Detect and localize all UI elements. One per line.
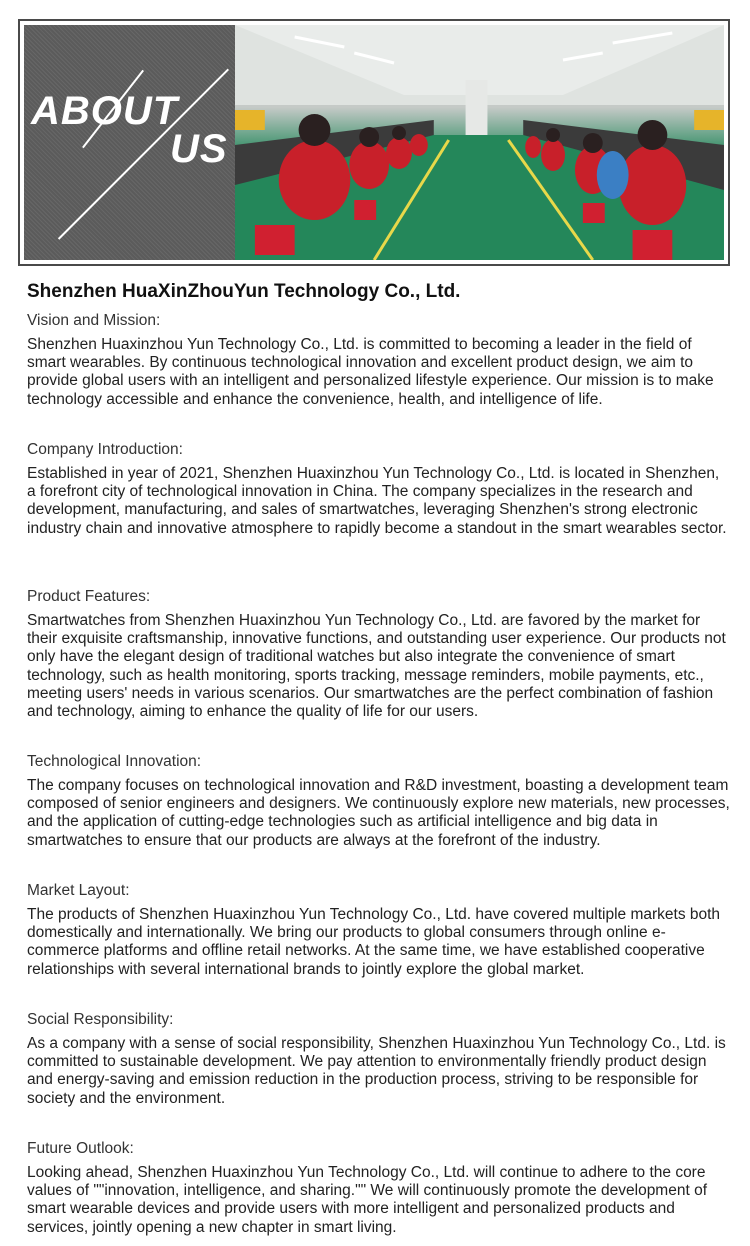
about-title-word: ABOUT: [31, 89, 179, 133]
section-heading: Product Features:: [27, 588, 151, 605]
section-heading: Market Layout:: [27, 882, 130, 899]
company-name-heading: Shenzhen HuaXinZhouYun Technology Co., Ltd.: [27, 281, 461, 302]
section-product-features: [27, 587, 732, 721]
section-body: As a company with a sense of social responsibility, Shenzhen Huaxinzhou Yun Technology Co., Ltd. is committed to sustainable development. We pay attention to environmentally friendly product design and energy-saving and emission reduction in the production process, striving to be responsible for society and the environment.: [27, 1035, 726, 1107]
section-body: The products of Shenzhen Huaxinzhou Yun Technology Co., Ltd. have covered multiple markets both domestically and internationally. We bring our products to global consumers through online e-commerce platforms and offline retail networks. At the same time, we have established cooperative relationships with several international brands to jointly explore the global market.: [27, 906, 721, 978]
section-body: Shenzhen Huaxinzhou Yun Technology Co., Ltd. is committed to becoming a leader in the field of smart wearables. By continuous technological innovation and excellent product design, we aim to provide global users with an intelligent and personalized lifestyle experience. Our mission is to make technology accessible and enhance the convenience, health, and intelligence of life.: [27, 336, 714, 408]
section-vision-mission: [27, 311, 732, 409]
section-heading: Technological Innovation:: [27, 753, 202, 770]
section-body: Looking ahead, Shenzhen Huaxinzhou Yun Technology Co., Ltd. will continue to adhere to the core values of ""innovation, intelligence, and sharing."" We will continuously promote the development of smart wearable devices and provide users with more intelligent and personalized products and services, jointly opening a new chapter in smart living.: [27, 1164, 708, 1236]
section-body: Smartwatches from Shenzhen Huaxinzhou Yun Technology Co., Ltd. are favored by the market for their exquisite craftsmanship, innovative functions, and outstanding user experience. Our products not only have the elegant design of traditional watches but also integrate the convenience of smart technology, such as health monitoring, sports tracking, message reminders, mobile payments, etc., meeting users' needs in various scenarios. Our smartwatches are the perfect combination of fashion and technology, aiming to enhance the quality of life for our users.: [27, 612, 726, 721]
about-us-banner: [18, 19, 730, 266]
section-technological-innovation: [27, 752, 732, 850]
factory-photo-illustration: [235, 25, 724, 260]
section-heading: Future Outlook:: [27, 1140, 134, 1157]
section-heading: Vision and Mission:: [27, 312, 161, 329]
section-future-outlook: [27, 1139, 732, 1237]
section-social-responsibility: [27, 1010, 732, 1108]
section-company-introduction: [27, 440, 732, 538]
section-market-layout: [27, 881, 732, 979]
section-heading: Social Responsibility:: [27, 1011, 174, 1028]
section-body: The company focuses on technological innovation and R&D investment, boasting a development team composed of senior engineers and designers. We continuously explore new materials, new processes, and the application of cutting-edge technologies such as artificial intelligence and big data in smartwatches to ensure that our products are always at the forefront of the industry.: [27, 777, 730, 849]
section-heading: Company Introduction:: [27, 441, 183, 458]
us-title-word: US: [170, 127, 228, 171]
section-body: Established in year of 2021, Shenzhen Huaxinzhou Yun Technology Co., Ltd. is located in Shenzhen, a forefront city of technological innovation in China. The company specializes in the research and development, manufacturing, and sales of smartwatches, leveraging Shenzhen's strong electronic industry chain and innovative atmosphere to rapidly become a standout in the smart wearables sector.: [27, 465, 727, 537]
banner-inner: [24, 25, 724, 260]
factory-workshop-photo: [235, 25, 724, 260]
about-us-panel: [24, 25, 235, 260]
